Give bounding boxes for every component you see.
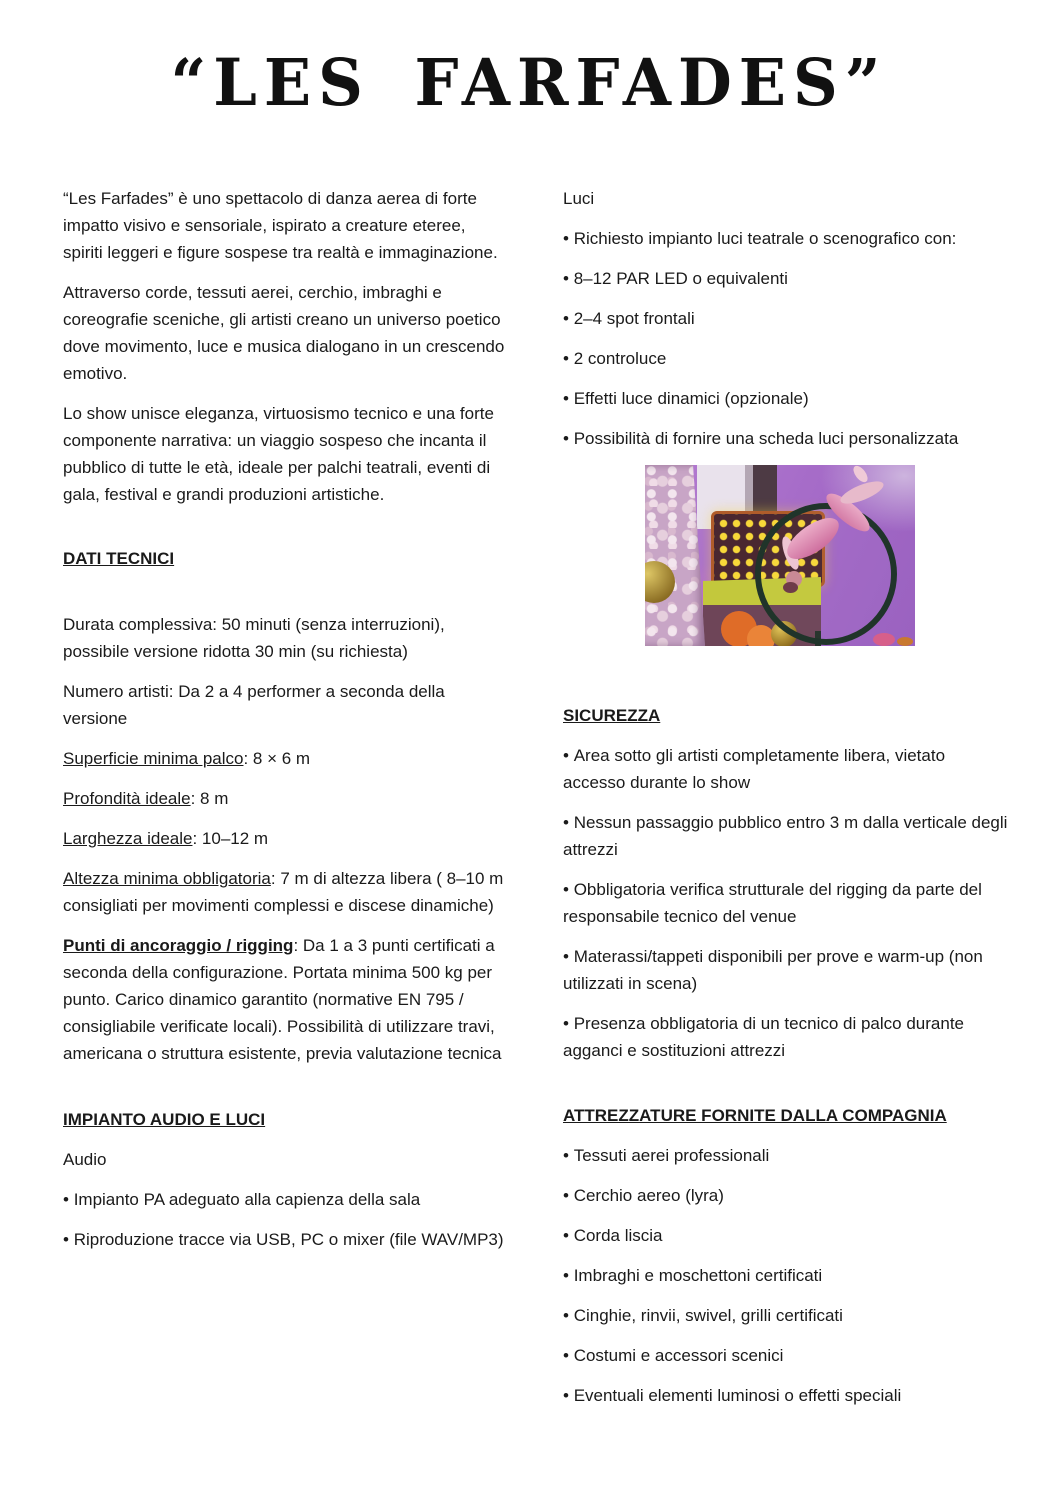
intro-paragraph: Attraverso corde, tessuti aerei, cerchio, imbraghi e coreografie sceniche, gli artisti creano un universo poetico dove movimento, luce e musica dialogano in un crescendo emotivo. <box>63 283 505 383</box>
bullet-item: • Tessuti aerei professionali <box>563 1142 1008 1169</box>
performer-hair <box>783 582 798 593</box>
bullet-item: • Area sotto gli artisti completamente libera, vietato accesso durante lo show <box>563 742 1008 796</box>
spec-label: Superficie minima palco <box>63 749 244 768</box>
intro-paragraph: “Les Farfades” è uno spettacolo di danza aerea di forte impatto visivo e sensoriale, ispirato a creature eteree, spiriti leggeri e figure sospese tra realtà e immaginazione. <box>63 189 498 262</box>
photo-detail-blob <box>897 637 913 646</box>
subsection-luci: Luci <box>563 189 595 208</box>
section-heading-impianto-audio-luci: IMPIANTO AUDIO E LUCI <box>63 1110 266 1129</box>
section-heading-attrezzature: ATTREZZATURE FORNITE DALLA COMPAGNIA <box>563 1106 947 1125</box>
spec-value: : 8 × 6 m <box>243 749 311 768</box>
spec-label: Larghezza ideale <box>63 829 193 848</box>
bullet-item: • Richiesto impianto luci teatrale o scenografico con: <box>563 225 1008 252</box>
stone-pillar <box>645 465 705 646</box>
bullet-item: • 2 controluce <box>563 345 1008 372</box>
bullet-item: • Materassi/tappeti disponibili per prove e warm-up (non utilizzati in scena) <box>563 943 1008 997</box>
bullet-item: • Imbraghi e moschettoni certificati <box>563 1262 1008 1289</box>
performer-photo <box>645 465 915 646</box>
section-heading-sicurezza: SICUREZZA <box>563 706 661 725</box>
bullet-item: • Eventuali elementi luminosi o effetti speciali <box>563 1382 1008 1409</box>
spec-altezza <box>63 865 508 919</box>
bullet-item: • Effetti luce dinamici (opzionale) <box>563 385 1008 412</box>
spec-rigging <box>63 932 508 1067</box>
spec-value: : 10–12 m <box>192 829 269 848</box>
spec-label: Altezza minima obbligatoria <box>63 869 271 888</box>
section-heading-dati-tecnici: DATI TECNICI <box>63 549 175 568</box>
photo-detail-blob <box>873 633 895 646</box>
spec-larghezza <box>63 825 508 852</box>
bullet-item: • 2–4 spot frontali <box>563 305 1008 332</box>
left-column <box>63 185 508 1266</box>
bullet-item: • Cerchio aereo (lyra) <box>563 1182 1008 1209</box>
bullet-item: • Costumi e accessori scenici <box>563 1342 1008 1369</box>
bullet-item: • Presenza obbligatoria di un tecnico di palco durante agganci e sostituzioni attrezzi <box>563 1010 1008 1064</box>
page-title: “LES FARFADES” <box>170 44 888 121</box>
spec-label: Profondità ideale <box>63 789 191 808</box>
bullet-item: • Riproduzione tracce via USB, PC o mixer (file WAV/MP3) <box>63 1226 508 1253</box>
spec-numero-artisti: Numero artisti: Da 2 a 4 performer a seconda della versione <box>63 682 445 728</box>
spec-profondita <box>63 785 508 812</box>
bullet-item: • Impianto PA adeguato alla capienza della sala <box>63 1186 508 1213</box>
spec-durata: Durata complessiva: 50 minuti (senza interruzioni), possibile versione ridotta 30 min (su richiesta) <box>63 615 445 661</box>
spec-label: Punti di ancoraggio / rigging <box>63 936 294 955</box>
bullet-item: • Obbligatoria verifica strutturale del rigging da parte del responsabile tecnico del venue <box>563 876 1008 930</box>
bullet-item: • Cinghie, rinvii, swivel, grilli certificati <box>563 1302 1008 1329</box>
bullet-item: • 8–12 PAR LED o equivalenti <box>563 265 1008 292</box>
intro-paragraph: Lo show unisce eleganza, virtuosismo tecnico e una forte componente narrativa: un viaggio sospeso che incanta il pubblico di tutte le età, ideale per palchi teatrali, eventi di gala, festival e grandi produzioni artistiche. <box>63 404 494 504</box>
bullet-item: • Corda liscia <box>563 1222 1008 1249</box>
bullet-item: • Nessun passaggio pubblico entro 3 m dalla verticale degli attrezzi <box>563 809 1008 863</box>
spec-superficie <box>63 745 508 772</box>
right-column <box>563 185 1008 1422</box>
bullet-item: • Possibilità di fornire una scheda luci personalizzata <box>563 425 1008 452</box>
spec-value: : 7 m di altezza libera ( 8–10 m consigliati per movimenti complessi e discese dinamiche) <box>63 869 504 915</box>
spec-value: : 8 m <box>190 789 229 808</box>
spec-value: : Da 1 a 3 punti certificati a seconda della configurazione. Portata minima 500 kg per punto. Carico dinamico garantito (normative EN 795 / consigliabile verificate locali). Possibilità di utilizzare travi, americana o struttura esistente, previa valutazione tecnica <box>63 936 502 1063</box>
subsection-audio: Audio <box>63 1150 107 1169</box>
